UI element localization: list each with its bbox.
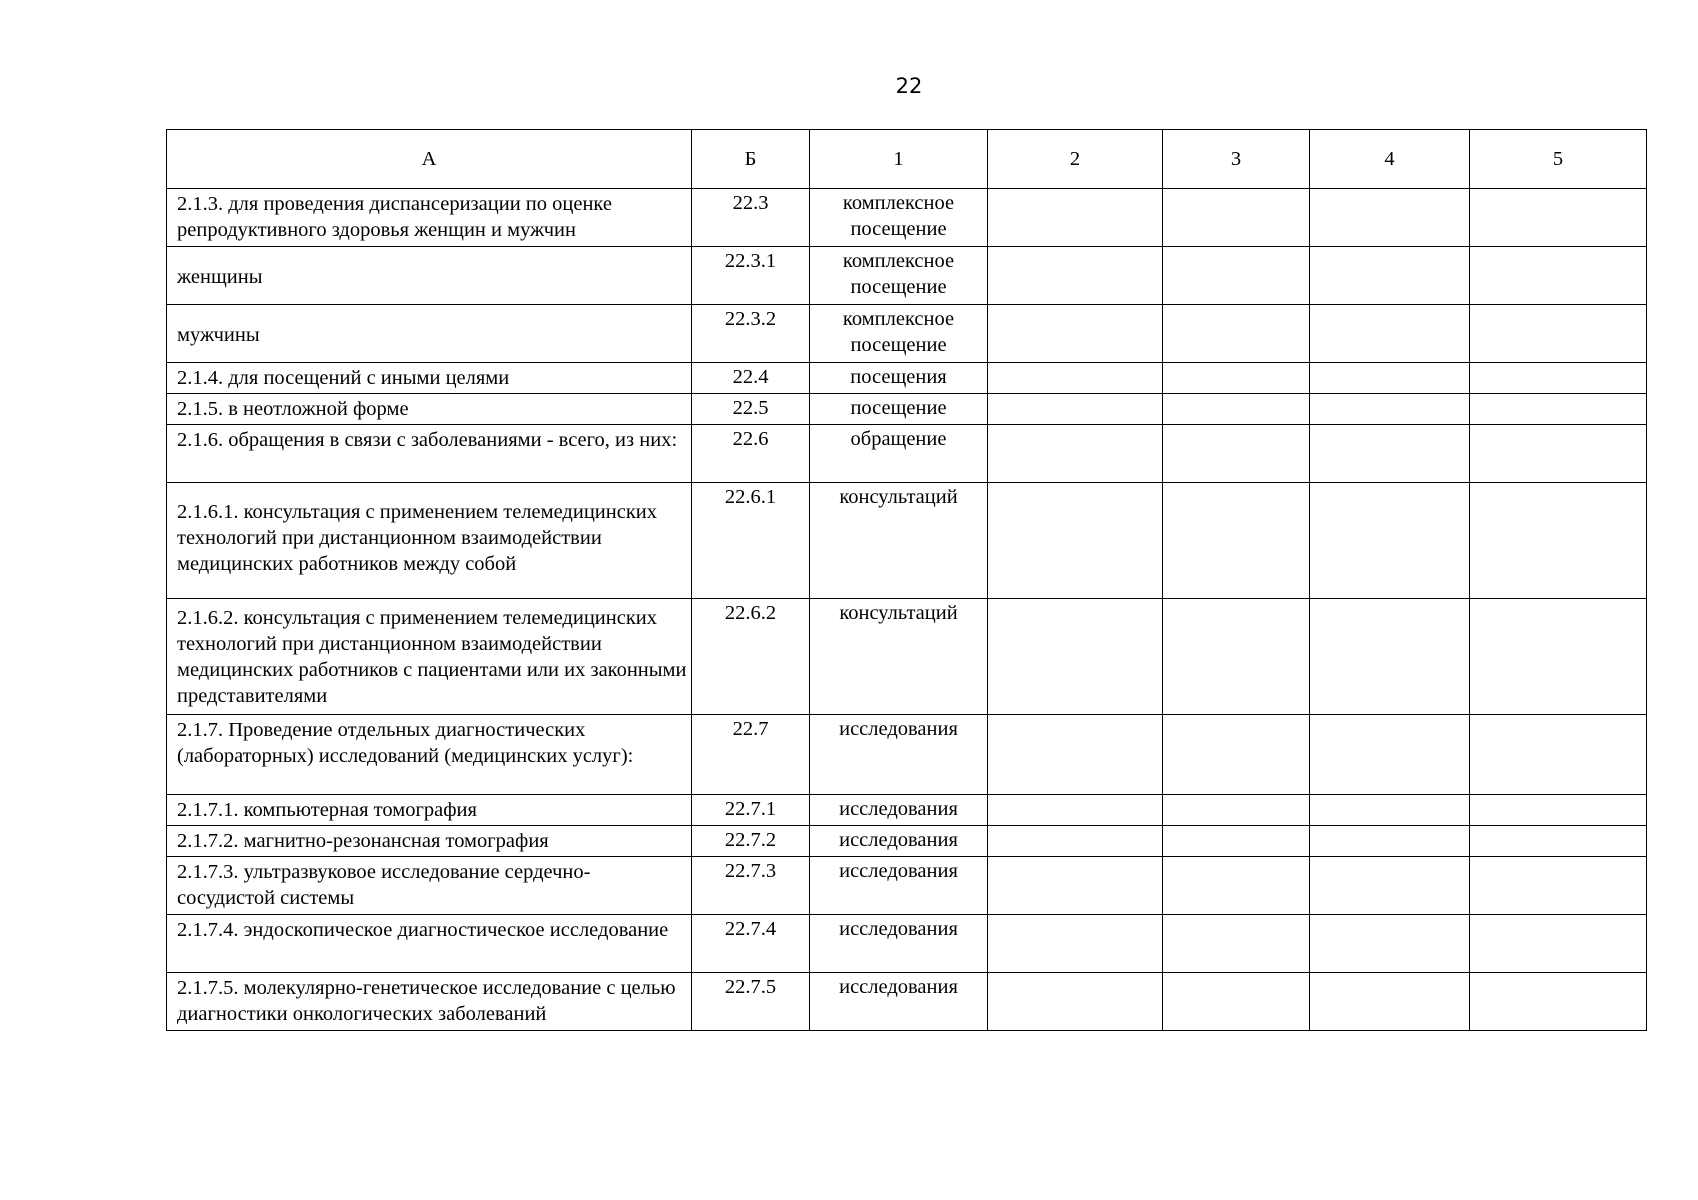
row-name: 2.1.7.1. компьютерная томография bbox=[167, 795, 692, 826]
row-value-5 bbox=[1470, 363, 1647, 394]
row-unit: исследования bbox=[810, 795, 988, 826]
row-unit: посещения bbox=[810, 363, 988, 394]
row-code: 22.7.5 bbox=[692, 973, 810, 1031]
table-row bbox=[167, 394, 1647, 425]
row-name: 2.1.5. в неотложной форме bbox=[167, 394, 692, 425]
row-value-5 bbox=[1470, 394, 1647, 425]
table-row bbox=[167, 715, 1647, 795]
row-code: 22.6 bbox=[692, 425, 810, 483]
row-code: 22.7.1 bbox=[692, 795, 810, 826]
row-value-2 bbox=[988, 247, 1163, 305]
row-value-3 bbox=[1163, 715, 1310, 795]
row-value-5 bbox=[1470, 599, 1647, 715]
table-row bbox=[167, 247, 1647, 305]
row-unit: комплексное посещение bbox=[810, 189, 988, 247]
table-row bbox=[167, 425, 1647, 483]
table-row bbox=[167, 915, 1647, 973]
data-table bbox=[166, 129, 1647, 1031]
row-value-4 bbox=[1310, 189, 1470, 247]
table-row bbox=[167, 826, 1647, 857]
row-value-3 bbox=[1163, 826, 1310, 857]
row-name: 2.1.6. обращения в связи с заболеваниями - всего, из них: bbox=[167, 425, 692, 483]
header-cell-4: 4 bbox=[1310, 130, 1470, 189]
row-code: 22.4 bbox=[692, 363, 810, 394]
row-name: 2.1.6.2. консультация с применением телемедицинских технологий при дистанционном взаимодействии медицинских работников с пациентами или их законными представителями bbox=[167, 599, 692, 715]
row-value-3 bbox=[1163, 973, 1310, 1031]
row-value-4 bbox=[1310, 247, 1470, 305]
row-value-2 bbox=[988, 394, 1163, 425]
row-value-5 bbox=[1470, 189, 1647, 247]
row-name: 2.1.4. для посещений с иными целями bbox=[167, 363, 692, 394]
row-value-3 bbox=[1163, 425, 1310, 483]
row-value-5 bbox=[1470, 305, 1647, 363]
row-value-4 bbox=[1310, 715, 1470, 795]
row-value-4 bbox=[1310, 973, 1470, 1031]
row-value-3 bbox=[1163, 483, 1310, 599]
table-row bbox=[167, 483, 1647, 599]
row-unit: исследования bbox=[810, 973, 988, 1031]
row-value-5 bbox=[1470, 483, 1647, 599]
row-value-2 bbox=[988, 363, 1163, 394]
table-row bbox=[167, 305, 1647, 363]
row-name: женщины bbox=[167, 247, 692, 305]
row-unit: исследования bbox=[810, 915, 988, 973]
row-code: 22.5 bbox=[692, 394, 810, 425]
row-value-5 bbox=[1470, 826, 1647, 857]
table-row bbox=[167, 363, 1647, 394]
row-name: мужчины bbox=[167, 305, 692, 363]
table-row bbox=[167, 189, 1647, 247]
row-value-3 bbox=[1163, 247, 1310, 305]
header-cell-2: 2 bbox=[988, 130, 1163, 189]
row-value-4 bbox=[1310, 795, 1470, 826]
header-cell-1: 1 bbox=[810, 130, 988, 189]
row-value-2 bbox=[988, 795, 1163, 826]
row-name: 2.1.7.3. ультразвуковое исследование сердечно-сосудистой системы bbox=[167, 857, 692, 915]
row-value-5 bbox=[1470, 795, 1647, 826]
row-value-4 bbox=[1310, 857, 1470, 915]
row-value-2 bbox=[988, 826, 1163, 857]
row-value-4 bbox=[1310, 599, 1470, 715]
row-code: 22.3.2 bbox=[692, 305, 810, 363]
row-value-5 bbox=[1470, 425, 1647, 483]
row-value-3 bbox=[1163, 394, 1310, 425]
header-cell-b: Б bbox=[692, 130, 810, 189]
row-value-4 bbox=[1310, 394, 1470, 425]
row-unit: исследования bbox=[810, 857, 988, 915]
row-code: 22.3 bbox=[692, 189, 810, 247]
row-name: 2.1.7.2. магнитно-резонансная томография bbox=[167, 826, 692, 857]
row-value-2 bbox=[988, 915, 1163, 973]
header-cell-3: 3 bbox=[1163, 130, 1310, 189]
row-value-3 bbox=[1163, 363, 1310, 394]
row-value-2 bbox=[988, 857, 1163, 915]
row-value-4 bbox=[1310, 425, 1470, 483]
table-row bbox=[167, 857, 1647, 915]
row-value-5 bbox=[1470, 857, 1647, 915]
row-unit: посещение bbox=[810, 394, 988, 425]
row-value-4 bbox=[1310, 483, 1470, 599]
row-name: 2.1.6.1. консультация с применением телемедицинских технологий при дистанционном взаимодействии медицинских работников между собой bbox=[167, 483, 692, 599]
row-name: 2.1.7. Проведение отдельных диагностических (лабораторных) исследований (медицинских услуг): bbox=[167, 715, 692, 795]
header-row bbox=[167, 130, 1647, 189]
row-name: 2.1.3. для проведения диспансеризации по оценке репродуктивного здоровья женщин и мужчин bbox=[167, 189, 692, 247]
row-code: 22.6.1 bbox=[692, 483, 810, 599]
row-code: 22.6.2 bbox=[692, 599, 810, 715]
row-value-3 bbox=[1163, 189, 1310, 247]
row-unit: консультаций bbox=[810, 483, 988, 599]
row-value-5 bbox=[1470, 973, 1647, 1031]
row-code: 22.7.4 bbox=[692, 915, 810, 973]
row-code: 22.7.3 bbox=[692, 857, 810, 915]
row-code: 22.7.2 bbox=[692, 826, 810, 857]
row-value-2 bbox=[988, 483, 1163, 599]
row-code: 22.3.1 bbox=[692, 247, 810, 305]
row-value-2 bbox=[988, 599, 1163, 715]
row-value-3 bbox=[1163, 305, 1310, 363]
page-number: 22 bbox=[895, 74, 923, 98]
row-code: 22.7 bbox=[692, 715, 810, 795]
row-unit: исследования bbox=[810, 826, 988, 857]
row-value-3 bbox=[1163, 857, 1310, 915]
row-unit: консультаций bbox=[810, 599, 988, 715]
header-cell-5: 5 bbox=[1470, 130, 1647, 189]
row-unit: обращение bbox=[810, 425, 988, 483]
row-unit: комплексное посещение bbox=[810, 305, 988, 363]
row-value-4 bbox=[1310, 826, 1470, 857]
row-value-5 bbox=[1470, 915, 1647, 973]
row-name: 2.1.7.4. эндоскопическое диагностическое исследование bbox=[167, 915, 692, 973]
row-unit: исследования bbox=[810, 715, 988, 795]
table-row bbox=[167, 973, 1647, 1031]
row-unit: комплексное посещение bbox=[810, 247, 988, 305]
row-value-4 bbox=[1310, 363, 1470, 394]
row-value-2 bbox=[988, 715, 1163, 795]
header-cell-a: А bbox=[167, 130, 692, 189]
row-value-3 bbox=[1163, 915, 1310, 973]
row-value-2 bbox=[988, 305, 1163, 363]
row-value-4 bbox=[1310, 305, 1470, 363]
row-value-5 bbox=[1470, 247, 1647, 305]
row-value-3 bbox=[1163, 599, 1310, 715]
table-row bbox=[167, 795, 1647, 826]
row-value-2 bbox=[988, 425, 1163, 483]
row-value-2 bbox=[988, 973, 1163, 1031]
row-value-3 bbox=[1163, 795, 1310, 826]
row-value-2 bbox=[988, 189, 1163, 247]
row-value-4 bbox=[1310, 915, 1470, 973]
row-value-5 bbox=[1470, 715, 1647, 795]
table-row bbox=[167, 599, 1647, 715]
row-name: 2.1.7.5. молекулярно-генетическое исследование с целью диагностики онкологических заболеваний bbox=[167, 973, 692, 1031]
